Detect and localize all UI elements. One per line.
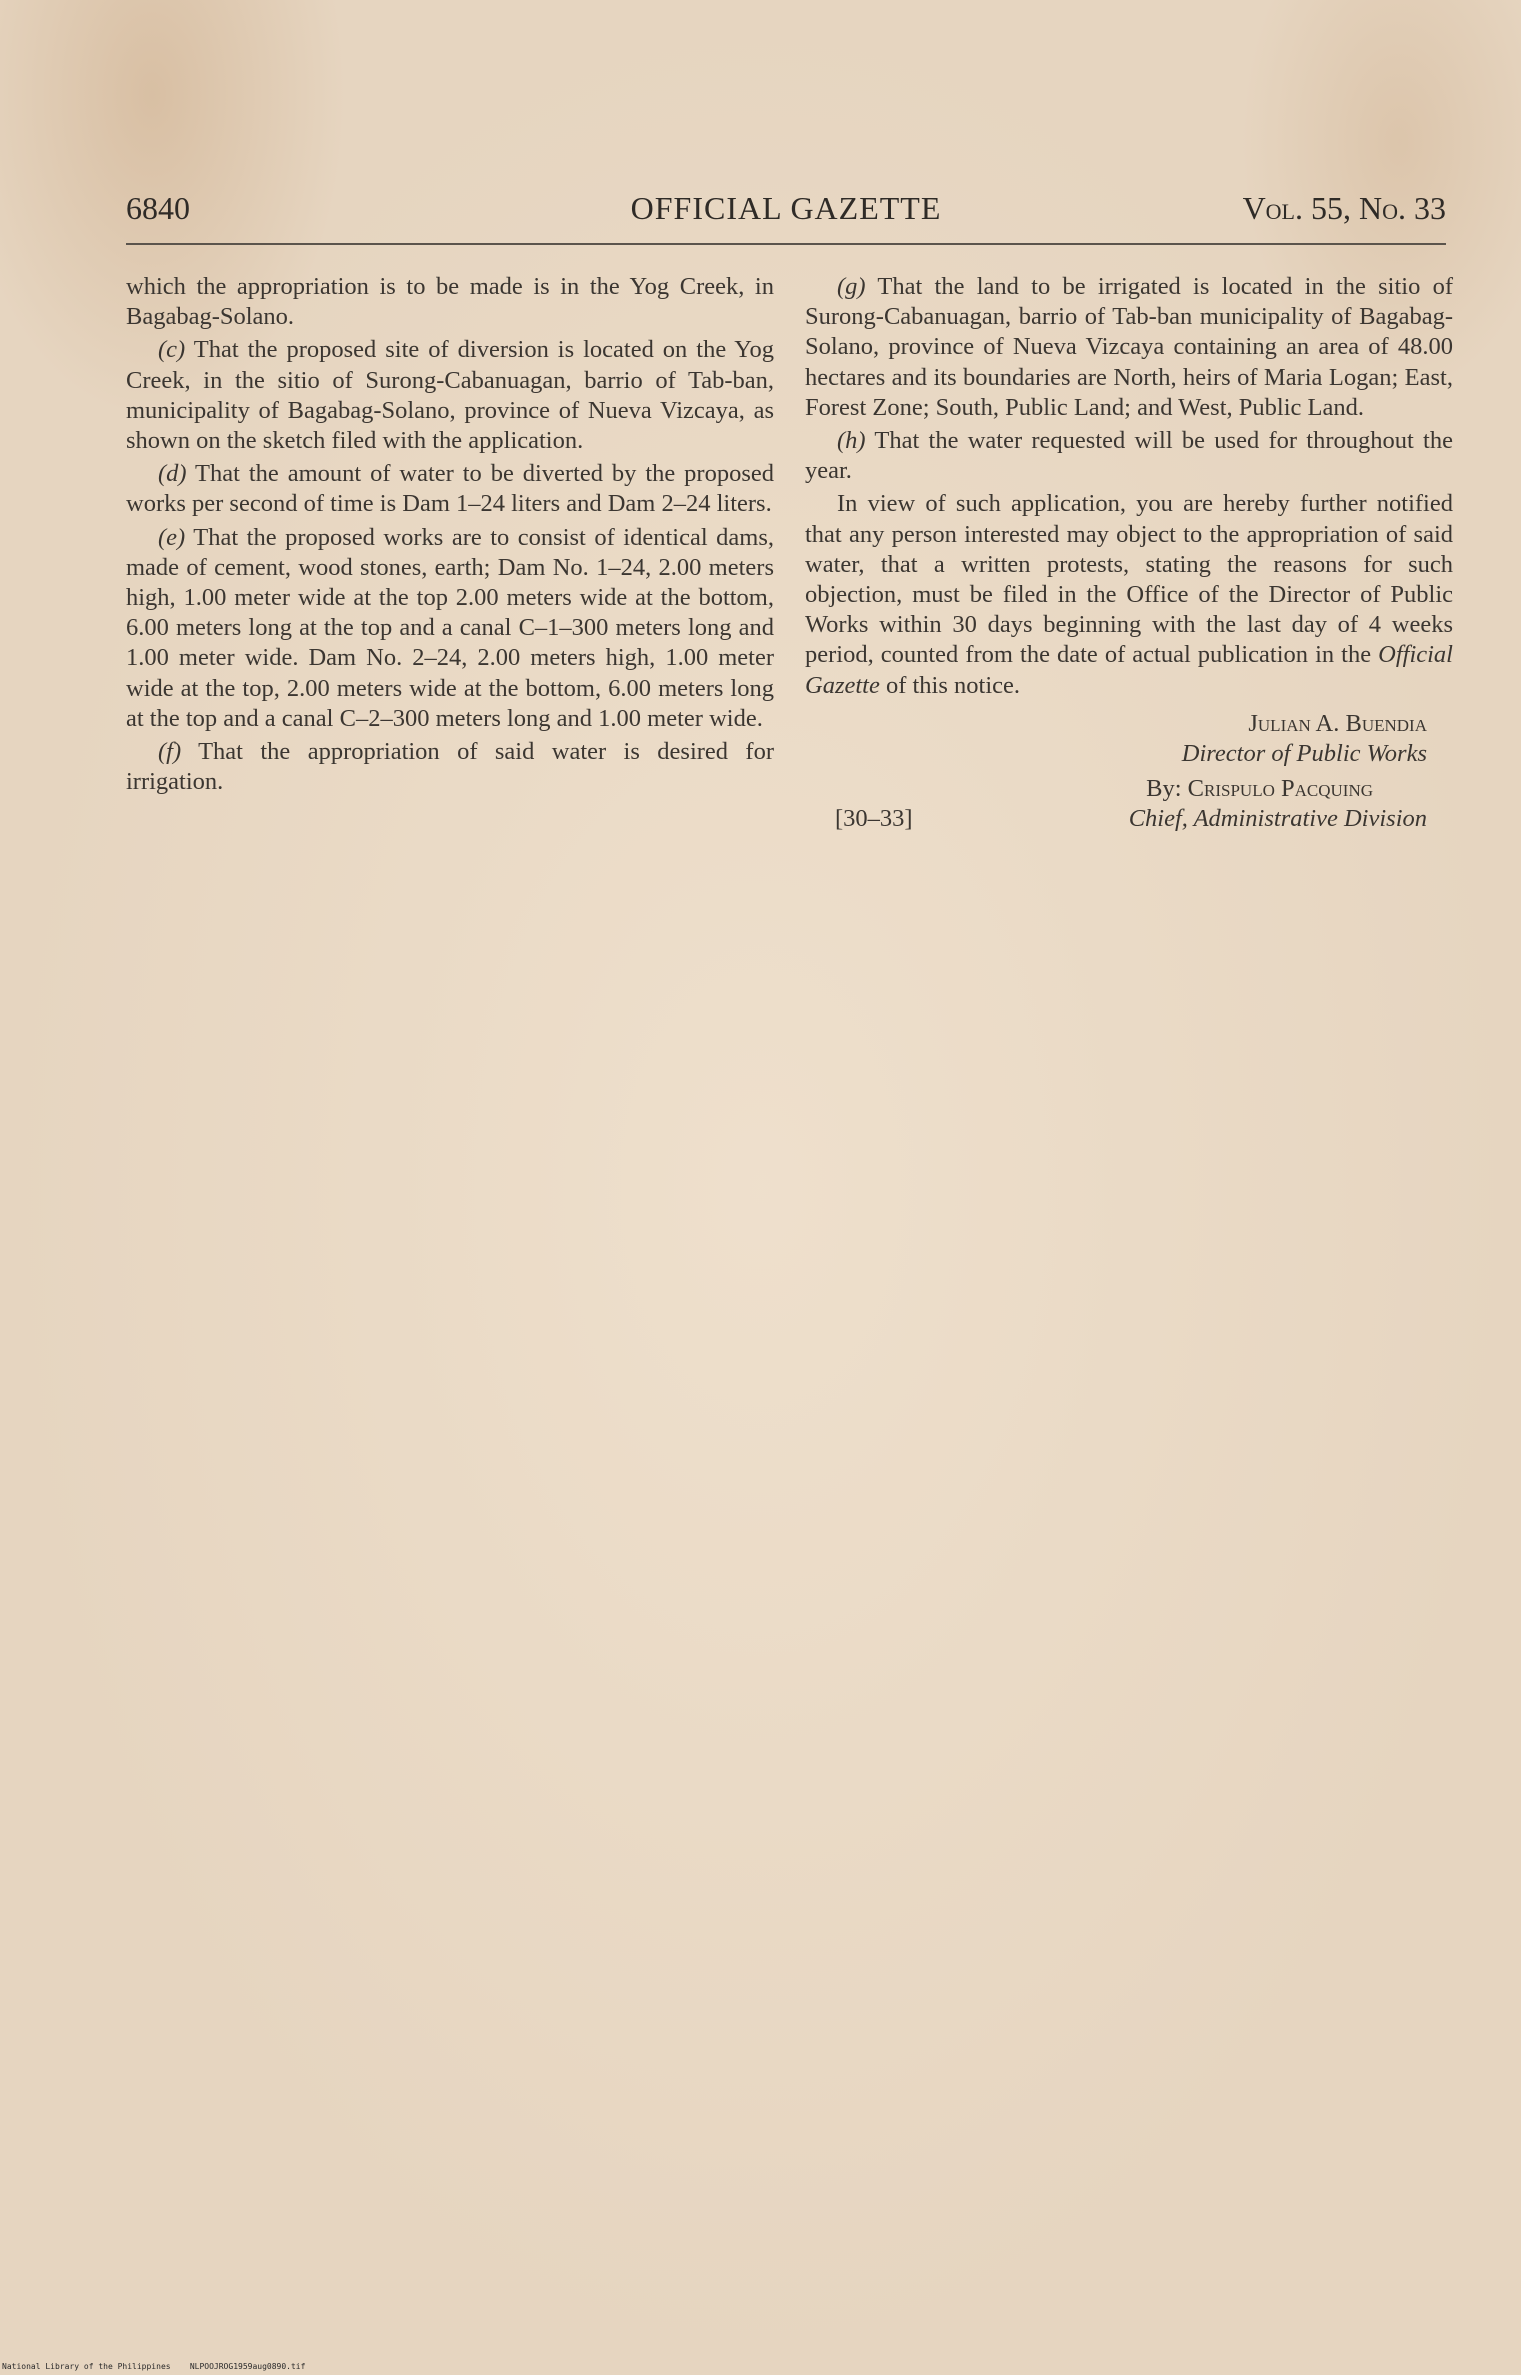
paragraph-text: which the appropriation is to be made is in the Yog Creek, in Bagabag-Solano. [126,273,774,331]
page-number: 6840 [126,190,190,226]
right-column [805,272,1453,839]
paragraph-text: of this notice. [879,671,1021,699]
publication-title: OFFICIAL GAZETTE [630,190,942,226]
paragraph-d [126,459,774,519]
paragraph-notice [805,489,1453,700]
paragraph-text: That the land to be irrigated is located in the sitio of Surong-Cabanuagan, barrio of Tab-ban municipality of Bagabag-Solano, province of Nueva Vizcaya containing an area of 48.00 hectares and its boundaries are North, heirs of Maria Logan; East, Forest Zone; South, Public Land; and West, Public Land. [805,273,1453,421]
by-label: By: [1146,774,1188,802]
paragraph-text: That the proposed site of diversion is located on the Yog Creek, in the sitio of Surong-Cabanuagan, barrio of Tab-ban, municipality of Bagabag-Solano, province of Nueva Vizcaya, as shown on the sketch filed with the application. [126,336,774,455]
paragraph-text: That the water requested will be used for throughout the year. [805,427,1453,485]
file-name: NLPOOJROG1959aug0890.tif [189,2362,306,2371]
item-label: (c) [158,336,186,364]
item-label: (g) [837,273,866,300]
page-header [126,184,1446,232]
item-label: (h) [837,427,866,455]
paragraph-text: In view of such application, you are hereby further notified that any person interested may object to the appropriation of said water, that a written protests, stating the reasons for such objection, must be filed in the Office of the Director of Public Works within 30 days beginning with the last day of 4 weeks period, counted from the date of actual publication in the [805,490,1453,669]
signature-block [805,709,1453,839]
item-label: (d) [158,460,187,488]
gazette-italic: Official Gazette [805,641,1453,699]
second-signatory-title: Chief, Administrative Division [1128,804,1427,832]
paragraph-c [126,335,774,456]
by-line [1146,774,1373,804]
paragraph-text: That the amount of water to be diverted by the proposed works per second of time is Dam 1–24 liters and Dam 2–24 liters. [126,460,774,518]
paragraph-f [126,737,774,797]
paragraph-text: That the appropriation of said water is desired for irrigation. [126,738,774,796]
item-label: (e) [158,523,186,551]
paragraph-continuation [126,272,774,332]
second-signatory-name: Crispulo Pacquing [1187,774,1373,802]
paragraph-text: That the proposed works are to consist of identical dams, made of cement, wood stones, earth; Dam No. 1–24, 2.00 meters high, 1.00 meter wide at the top 2.00 meters wide at the bottom, 6.00 meters long at the top and a canal C–1–300 meters long and 1.00 meter wide. Dam No. 2–24, 2.00 meters high, 1.00 meter wide at the top, 2.00 meters wide at the bottom, 6.00 meters long at the top and a canal C–2–300 meters long and 1.00 meter wide. [126,523,774,732]
header-rule [126,243,1446,245]
paragraph-h [805,426,1453,486]
signatory-name: Julian A. Buendia [1248,709,1427,737]
signatory-title: Director of Public Works [1181,739,1427,767]
scan-footer [2,2362,305,2371]
volume-number: Vol. 55, No. 33 [1242,190,1446,226]
issue-reference: [30–33] [835,804,913,832]
left-column [126,272,774,800]
library-name: National Library of the Philippines [2,2362,171,2371]
item-label: (f) [158,738,182,766]
paragraph-g [805,272,1453,423]
paragraph-e [126,523,774,734]
